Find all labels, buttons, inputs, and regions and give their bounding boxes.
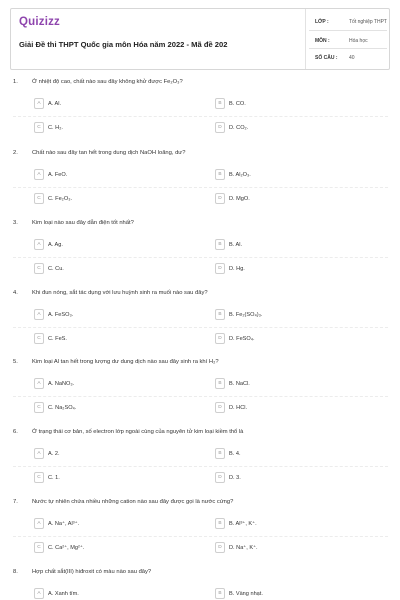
option-text: A. Xanh tím. xyxy=(48,590,79,597)
option-d[interactable] xyxy=(215,122,365,135)
meta-separator xyxy=(309,48,387,49)
question-number: 1. xyxy=(13,79,18,85)
option-divider xyxy=(13,466,388,467)
option-text: D. 3. xyxy=(229,474,241,481)
meta-count-label: SỐ CÂU : xyxy=(315,55,338,61)
quizizz-logo[interactable]: Quizizz xyxy=(19,16,61,28)
option-text: B. Al³⁺, K⁺. xyxy=(229,520,257,527)
meta-class xyxy=(309,15,387,29)
meta-subject-label: MÔN : xyxy=(315,38,330,44)
option-text: C. Cu. xyxy=(48,265,64,272)
option-text: C. Na₂SO₄. xyxy=(48,404,77,411)
option-text: C. H₂. xyxy=(48,124,63,131)
question-4 xyxy=(0,290,400,362)
option-letter-box: C xyxy=(34,472,44,483)
meta-class-label: LỚP : xyxy=(315,19,329,25)
option-text: B. Al. xyxy=(229,241,243,248)
meta-class-value: Tốt nghiệp THPT xyxy=(349,19,387,25)
option-text: A. Al. xyxy=(48,100,62,107)
option-letter-box: A xyxy=(34,169,44,180)
question-text: Kim loại Al tan hết trong lượng dư dung dịch nào sau đây sinh ra khí H₂? xyxy=(32,359,219,365)
question-text: Hợp chất sắt(III) hiđroxit có màu nào sau đây? xyxy=(32,569,152,575)
option-text: B. CO. xyxy=(229,100,246,107)
option-text: B. NaCl. xyxy=(229,380,250,387)
option-d[interactable] xyxy=(215,333,365,346)
option-b[interactable] xyxy=(215,239,365,252)
question-number: 3. xyxy=(13,220,18,226)
option-d[interactable] xyxy=(215,263,365,276)
option-letter-box: C xyxy=(34,193,44,204)
option-text: D. MgO. xyxy=(229,195,250,202)
option-text: C. FeS. xyxy=(48,335,67,342)
question-3 xyxy=(0,220,400,292)
option-a[interactable] xyxy=(34,169,184,182)
option-d[interactable] xyxy=(215,193,365,206)
option-letter-box: D xyxy=(215,122,225,133)
option-divider xyxy=(13,396,388,397)
question-number: 6. xyxy=(13,429,18,435)
question-text: Khi đun nóng, sắt tác dụng với lưu huỳnh sinh ra muối nào sau đây? xyxy=(32,290,208,296)
option-letter-box: B xyxy=(215,98,225,109)
question-number: 2. xyxy=(13,150,18,156)
option-b[interactable] xyxy=(215,518,365,531)
option-letter-box: B xyxy=(215,169,225,180)
option-a[interactable] xyxy=(34,378,184,391)
option-letter-box: B xyxy=(215,239,225,250)
meta-subject-value: Hóa học xyxy=(349,38,368,44)
option-b[interactable] xyxy=(215,98,365,111)
option-letter-box: C xyxy=(34,402,44,413)
worksheet-header xyxy=(10,8,390,70)
option-c[interactable] xyxy=(34,193,184,206)
option-text: C. Fe₂O₃. xyxy=(48,195,73,202)
option-letter-box: A xyxy=(34,518,44,529)
option-letter-box: A xyxy=(34,98,44,109)
question-number: 7. xyxy=(13,499,18,505)
question-text: Chất nào sau đây tan hết trong dung dịch NaOH loãng, dư? xyxy=(32,150,186,156)
option-letter-box: A xyxy=(34,588,44,599)
option-a[interactable] xyxy=(34,309,184,322)
question-8 xyxy=(0,569,400,600)
question-text: Ở nhiệt độ cao, chất nào sau đây không khử được Fe₂O₃? xyxy=(32,79,183,85)
option-text: D. CO₂. xyxy=(229,124,249,131)
option-letter-box: A xyxy=(34,239,44,250)
question-number: 8. xyxy=(13,569,18,575)
option-text: A. FeSO₃. xyxy=(48,311,74,318)
option-letter-box: B xyxy=(215,378,225,389)
option-letter-box: B xyxy=(215,588,225,599)
option-b[interactable] xyxy=(215,169,365,182)
question-7 xyxy=(0,499,400,571)
question-text: Kim loại nào sau đây dẫn điện tốt nhất? xyxy=(32,220,134,226)
option-text: A. FeO. xyxy=(48,171,68,178)
option-text: D. Hg. xyxy=(229,265,245,272)
option-letter-box: D xyxy=(215,472,225,483)
worksheet-title: Giải Đề thi THPT Quốc gia môn Hóa năm 2022 - Mã đề 202 xyxy=(19,40,228,49)
option-a[interactable] xyxy=(34,239,184,252)
option-c[interactable] xyxy=(34,402,184,415)
option-divider xyxy=(13,116,388,117)
question-text: Nước tự nhiên chứa nhiều những cation nào sau đây được gọi là nước cứng? xyxy=(32,499,234,505)
option-text: A. NaNO₃. xyxy=(48,380,75,387)
option-b[interactable] xyxy=(215,588,365,600)
option-d[interactable] xyxy=(215,402,365,415)
option-b[interactable] xyxy=(215,378,365,391)
option-letter-box: C xyxy=(34,263,44,274)
option-text: B. 4. xyxy=(229,450,241,457)
option-c[interactable] xyxy=(34,542,184,555)
option-c[interactable] xyxy=(34,472,184,485)
option-letter-box: B xyxy=(215,518,225,529)
question-number: 4. xyxy=(13,290,18,296)
header-divider xyxy=(305,9,306,69)
option-c[interactable] xyxy=(34,263,184,276)
option-a[interactable] xyxy=(34,98,184,111)
option-text: B. Vàng nhạt. xyxy=(229,590,263,597)
question-number: 5. xyxy=(13,359,18,365)
option-letter-box: C xyxy=(34,333,44,344)
option-letter-box: D xyxy=(215,193,225,204)
option-divider xyxy=(13,187,388,188)
option-text: C. 1. xyxy=(48,474,60,481)
option-divider xyxy=(13,536,388,537)
option-text: C. Ca²⁺, Mg²⁺. xyxy=(48,544,85,551)
question-1 xyxy=(0,79,400,151)
option-letter-box: A xyxy=(34,448,44,459)
option-letter-box: B xyxy=(215,448,225,459)
option-letter-box: D xyxy=(215,542,225,553)
option-text: B. Fe₂(SO₄)₃. xyxy=(229,311,263,318)
option-divider xyxy=(13,327,388,328)
question-6 xyxy=(0,429,400,501)
option-letter-box: C xyxy=(34,122,44,133)
option-letter-box: A xyxy=(34,309,44,320)
option-text: A. Ag. xyxy=(48,241,63,248)
option-a[interactable] xyxy=(34,588,184,600)
option-divider xyxy=(13,257,388,258)
option-text: D. FeSO₄. xyxy=(229,335,255,342)
question-2 xyxy=(0,150,400,222)
meta-subject xyxy=(309,34,387,48)
option-b[interactable] xyxy=(215,448,365,461)
option-letter-box: A xyxy=(34,378,44,389)
question-5 xyxy=(0,359,400,431)
meta-separator xyxy=(309,30,387,31)
option-c[interactable] xyxy=(34,333,184,346)
option-letter-box: C xyxy=(34,542,44,553)
option-text: A. Na⁺, Al³⁺. xyxy=(48,520,80,527)
option-d[interactable] xyxy=(215,472,365,485)
option-text: D. Na⁺, K⁺. xyxy=(229,544,258,551)
option-letter-box: D xyxy=(215,402,225,413)
option-a[interactable] xyxy=(34,518,184,531)
meta-count-value: 40 xyxy=(349,55,355,61)
option-c[interactable] xyxy=(34,122,184,135)
option-letter-box: B xyxy=(215,309,225,320)
option-d[interactable] xyxy=(215,542,365,555)
option-text: D. HCl. xyxy=(229,404,248,411)
option-a[interactable] xyxy=(34,448,184,461)
option-letter-box: D xyxy=(215,263,225,274)
question-text: Ở trạng thái cơ bản, số electron lớp ngoài cùng của nguyên tử kim loại kiềm thổ là xyxy=(32,429,244,435)
option-b[interactable] xyxy=(215,309,365,322)
option-text: A. 2. xyxy=(48,450,60,457)
meta-question-count xyxy=(309,51,387,65)
option-letter-box: D xyxy=(215,333,225,344)
option-text: B. Al₂O₃. xyxy=(229,171,251,178)
